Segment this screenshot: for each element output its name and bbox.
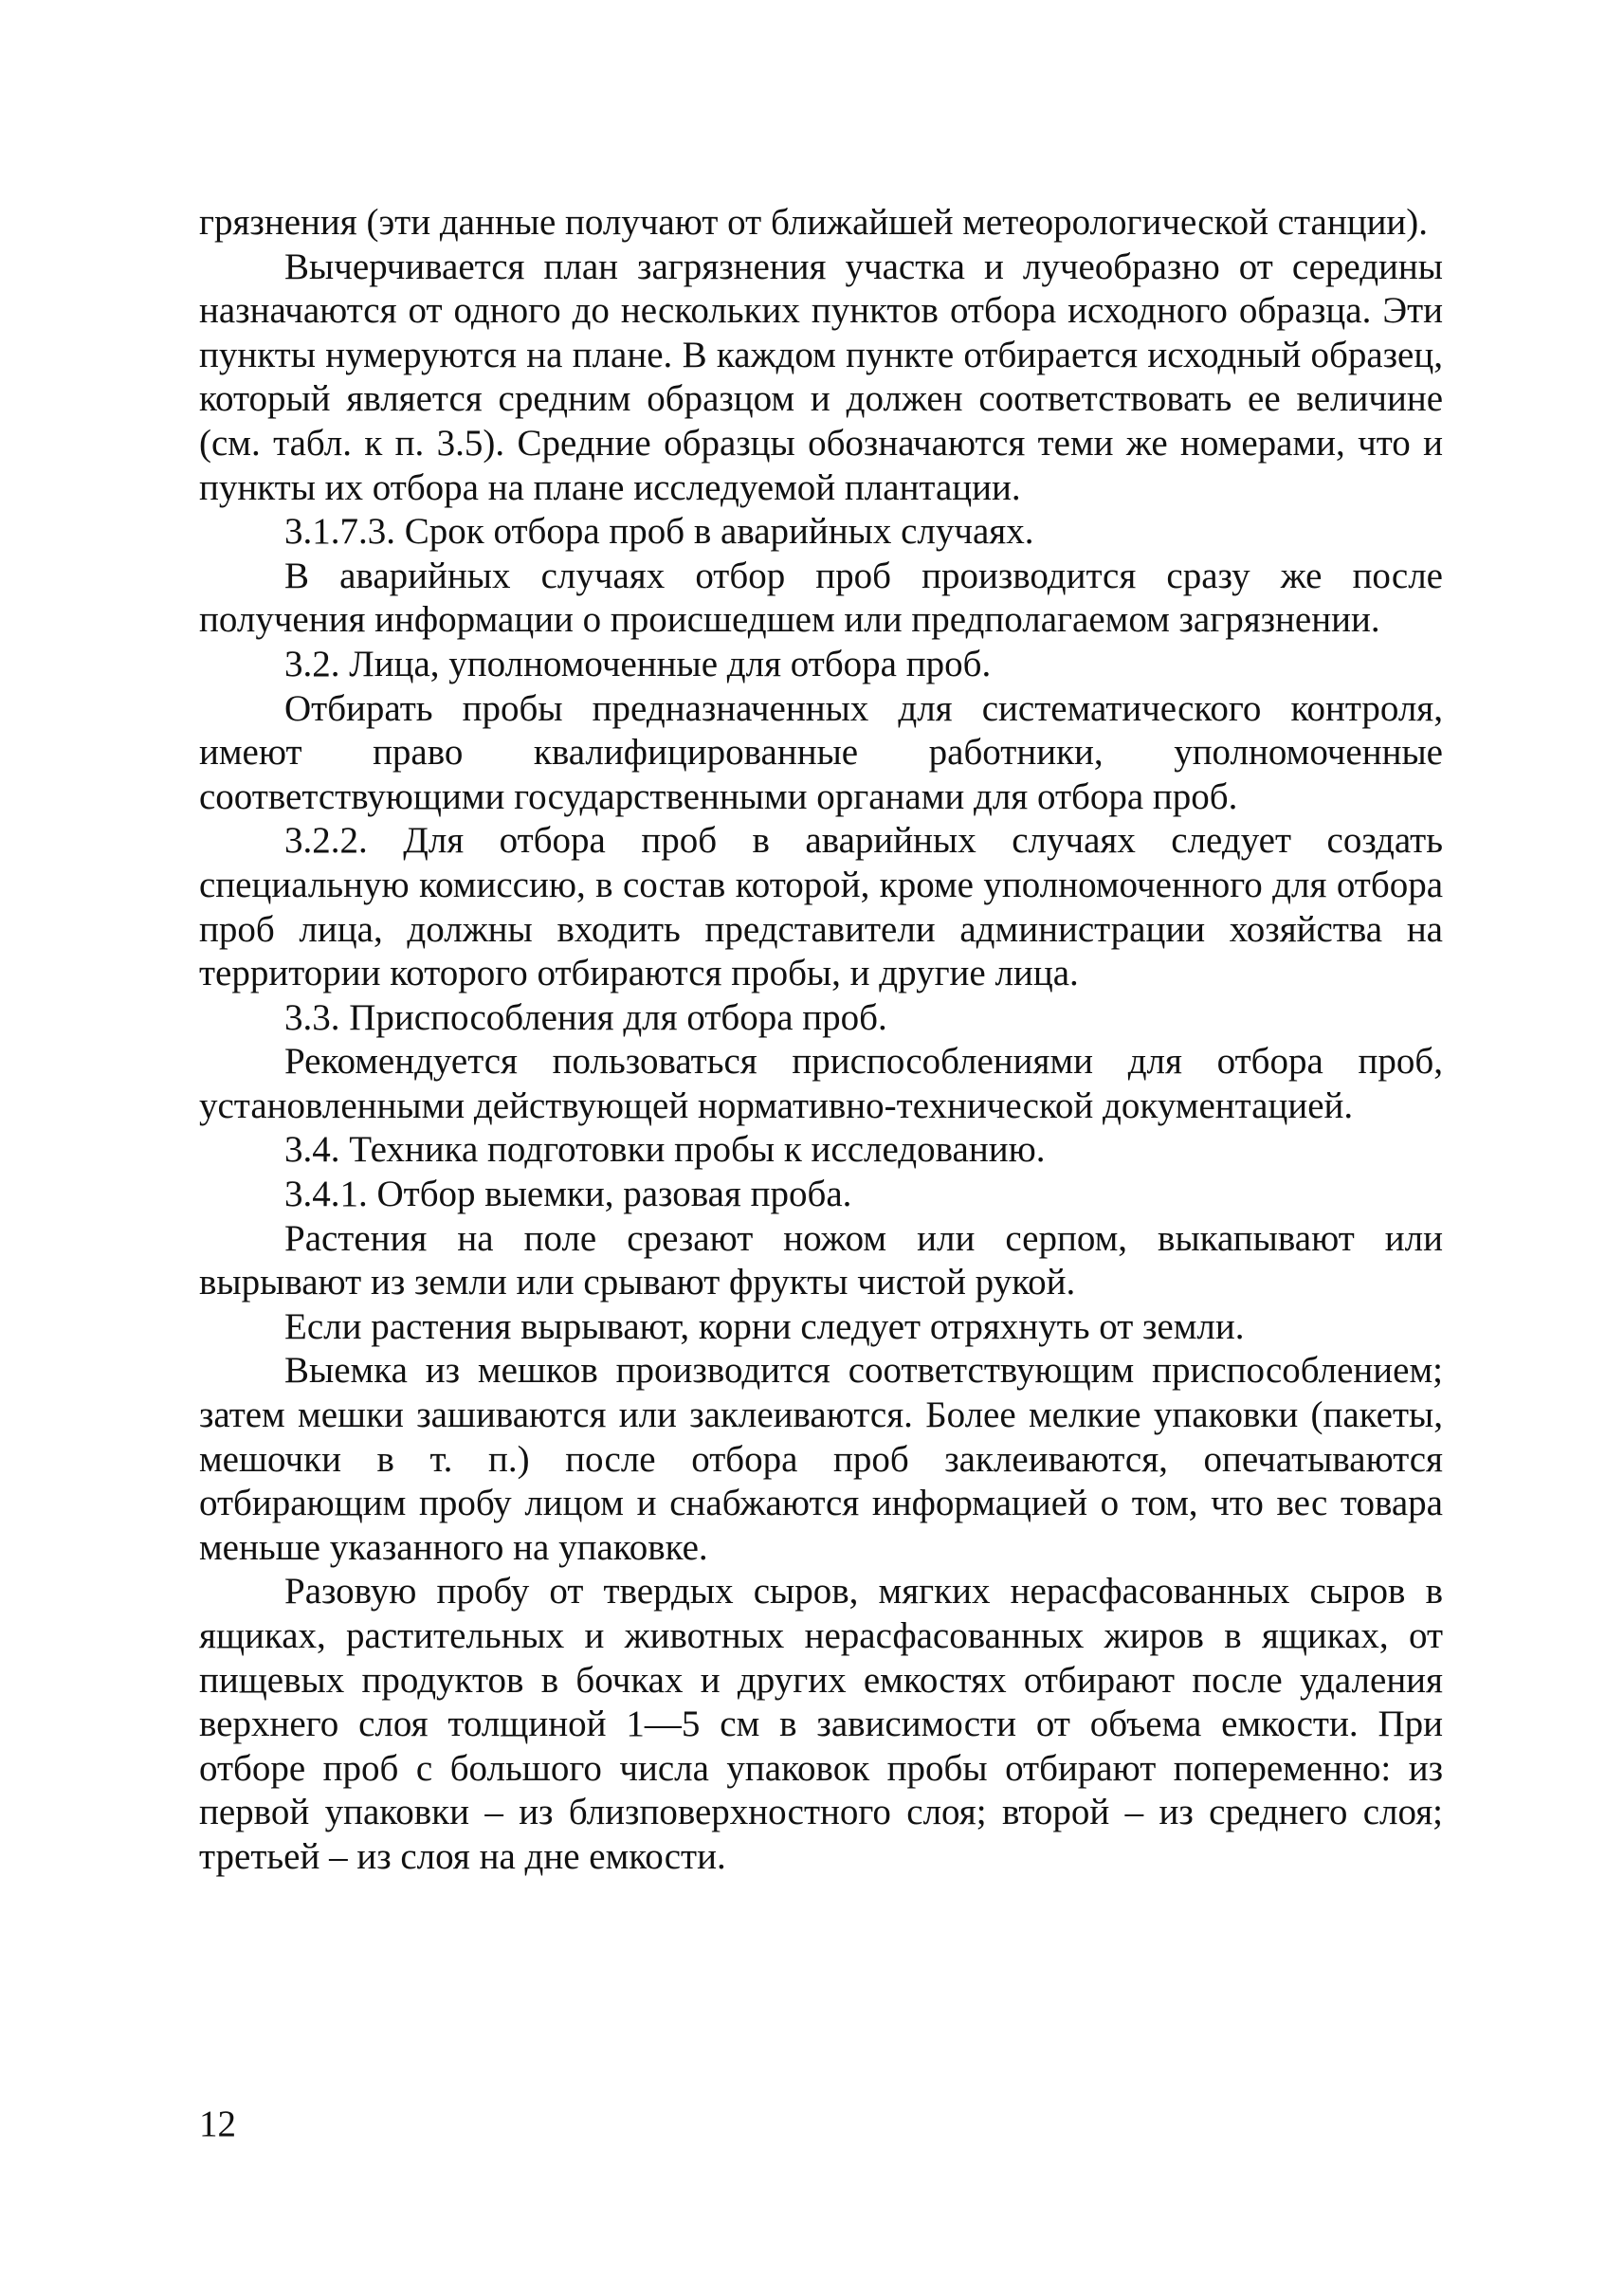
paragraph: Отбирать пробы предназначенных для систематического контроля, имеют право квалифицированные работники, уполномоченные соответствующими государственными органами для отбора проб.: [199, 687, 1443, 817]
page-number: 12: [199, 2104, 236, 2144]
paragraph: Рекомендуется пользоваться приспособлениями для отбора проб, установленными действующей нормативно-технической документацией.: [199, 1041, 1443, 1126]
paragraph: Если растения вырывают, корни следует отряхнуть от земли.: [284, 1305, 1245, 1347]
section-heading-3-2: 3.2. Лица, уполномоченные для отбора проб.: [284, 643, 992, 684]
paragraph: Разовую пробу от твердых сыров, мягких нерасфасованных сыров в ящиках, растительных и животных нерасфасованных жиров в ящиках, от пищевых продуктов в бочках и других емкостях отбирают после удаления верхнего слоя толщиной 1—5 см в зависимости от объема емкости. При отборе проб с большого числа упаковок пробы отбирают попеременно: из первой упаковки – из близповерхностного слоя; второй – из среднего слоя; третьей – из слоя на дне емкости.: [199, 1571, 1443, 1877]
body-text: [199, 201, 1443, 1880]
section-paragraph-3-2-2: 3.2.2. Для отбора проб в аварийных случаях следует создать специальную комиссию, в состав которой, кроме уполномоченного для отбора проб лица, должны входить представители администрации хозяйства на территории которого отбираются пробы, и другие лица.: [199, 820, 1443, 994]
section-heading-3-4-1: 3.4.1. Отбор выемки, разовая проба.: [284, 1174, 852, 1215]
paragraph-continuation: грязнения (эти данные получают от ближайшей метеорологической станции).: [199, 202, 1429, 243]
paragraph: Выемка из мешков производится соответствующим приспособлением; затем мешки зашиваются или заклеиваются. Более мелкие упаковки (пакеты, мешочки в т. п.) после отбора проб заклеиваются, опечатываются отбирающим пробу лицом и снабжаются информацией о том, что вес товара меньше указанного на упаковке.: [199, 1350, 1443, 1568]
section-heading-3-3: 3.3. Приспособления для отбора проб.: [284, 996, 887, 1038]
section-heading-3-4: 3.4. Техника подготовки пробы к исследованию.: [284, 1129, 1046, 1171]
section-heading-3-1-7-3: 3.1.7.3. Срок отбора проб в аварийных случаях.: [284, 511, 1034, 553]
paragraph: Вычерчивается план загрязнения участка и лучеобразно от середины назначаются от одного до нескольких пунктов отбора исходного образца. Эти пункты нумеруются на плане. В каждом пункте отбирается исходный образец, который является средним образцом и должен соответствовать ее величине (см. табл. к п. 3.5). Средние образцы обозначаются теми же номерами, что и пункты их отбора на плане исследуемой плантации.: [199, 246, 1443, 508]
paragraph: В аварийных случаях отбор проб производится сразу же после получения информации о происшедшем или предполагаемом загрязнении.: [199, 555, 1443, 641]
paragraph: Растения на поле срезают ножом или серпом, выкапывают или вырывают из земли или срывают фрукты чистой рукой.: [199, 1217, 1443, 1303]
